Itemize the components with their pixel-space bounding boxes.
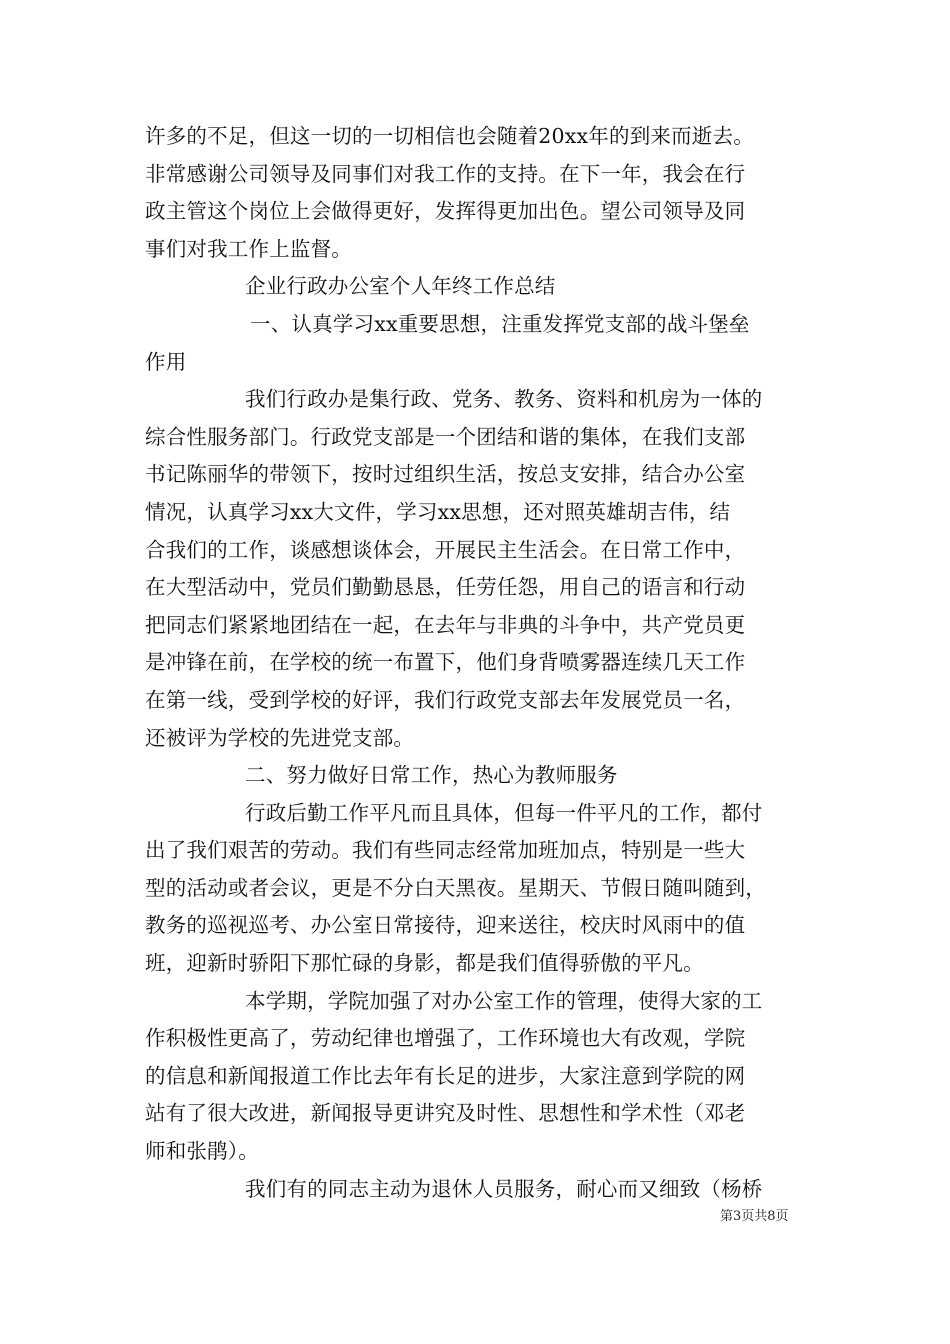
paragraph-line: 师和张鹃）。 — [145, 1139, 259, 1164]
paragraph-line: 政主管这个岗位上会做得更好，发挥得更加出色。望公司领导及同 — [145, 199, 746, 224]
paragraph-line: 的信息和新闻报道工作比去年有长足的进步，大家注意到学院的网 — [145, 1063, 746, 1088]
section-title: 企业行政办公室个人年终工作总结 — [245, 274, 556, 299]
paragraph-line: 是冲锋在前，在学校的统一布置下，他们身背喷雾器连续几天工作 — [145, 650, 746, 675]
paragraph-line: 情况，认真学习xx大文件，学习xx思想，还对照英雄胡吉伟，结 — [145, 499, 731, 524]
paragraph-line: 许多的不足，但这一切的一切相信也会随着20xx年的到来而逝去。 — [145, 124, 754, 148]
paragraph-line: 在大型活动中，党员们勤勤恳恳，任劳任怨，用自己的语言和行动 — [145, 575, 746, 600]
paragraph-line: 我们有的同志主动为退休人员服务，耐心而又细致（杨桥 — [245, 1176, 763, 1201]
paragraph-line: 本学期，学院加强了对办公室工作的管理，使得大家的工 — [245, 988, 763, 1013]
paragraph-line: 事们对我工作上监督。 — [145, 236, 352, 261]
paragraph-line: 非常感谢公司领导及同事们对我工作的支持。在下一年，我会在行 — [145, 161, 746, 186]
paragraph-line: 出了我们艰苦的劳动。我们有些同志经常加班加点，特别是一些大 — [145, 838, 746, 863]
paragraph-line: 站有了很大改进，新闻报导更讲究及时性、思想性和学术性（邓老 — [145, 1101, 746, 1126]
document-body — [145, 118, 825, 1208]
paragraph-line: 教务的巡视巡考、办公室日常接待，迎来送往，校庆时风雨中的值 — [145, 913, 746, 938]
heading-two: 二、努力做好日常工作，热心为教师服务 — [245, 763, 618, 788]
paragraph-line: 班，迎新时骄阳下那忙碌的身影，都是我们值得骄傲的平凡。 — [145, 951, 704, 976]
paragraph-line: 作积极性更高了，劳动纪律也增强了，工作环境也大有改观，学院 — [145, 1026, 746, 1051]
paragraph-line: 在第一线，受到学校的好评，我们行政党支部去年发展党员一名， — [145, 687, 746, 712]
paragraph-line: 我们行政办是集行政、党务、教务、资料和机房为一体的 — [245, 387, 763, 412]
paragraph-line: 行政后勤工作平凡而且具体，但每一件平凡的工作，都付 — [245, 800, 763, 825]
paragraph-line: 合我们的工作，谈感想谈体会，开展民主生活会。在日常工作中， — [145, 537, 746, 562]
heading-one-continued: 作用 — [145, 349, 187, 374]
paragraph-line: 还被评为学校的先进党支部。 — [145, 725, 415, 750]
page-number: 第3页共8页 — [720, 1209, 789, 1224]
paragraph-line: 书记陈丽华的带领下，按时过组织生活，按总支安排，结合办公室 — [145, 462, 746, 487]
paragraph-line: 综合性服务部门。行政党支部是一个团结和谐的集体，在我们支部 — [145, 424, 746, 449]
heading-one: 一、认真学习xx重要思想，注重发挥党支部的战斗堡垒 — [250, 311, 750, 336]
paragraph-line: 把同志们紧紧地团结在一起，在去年与非典的斗争中，共产党员更 — [145, 612, 746, 637]
paragraph-line: 型的活动或者会议，更是不分白天黑夜。星期天、节假日随叫随到， — [145, 875, 766, 900]
